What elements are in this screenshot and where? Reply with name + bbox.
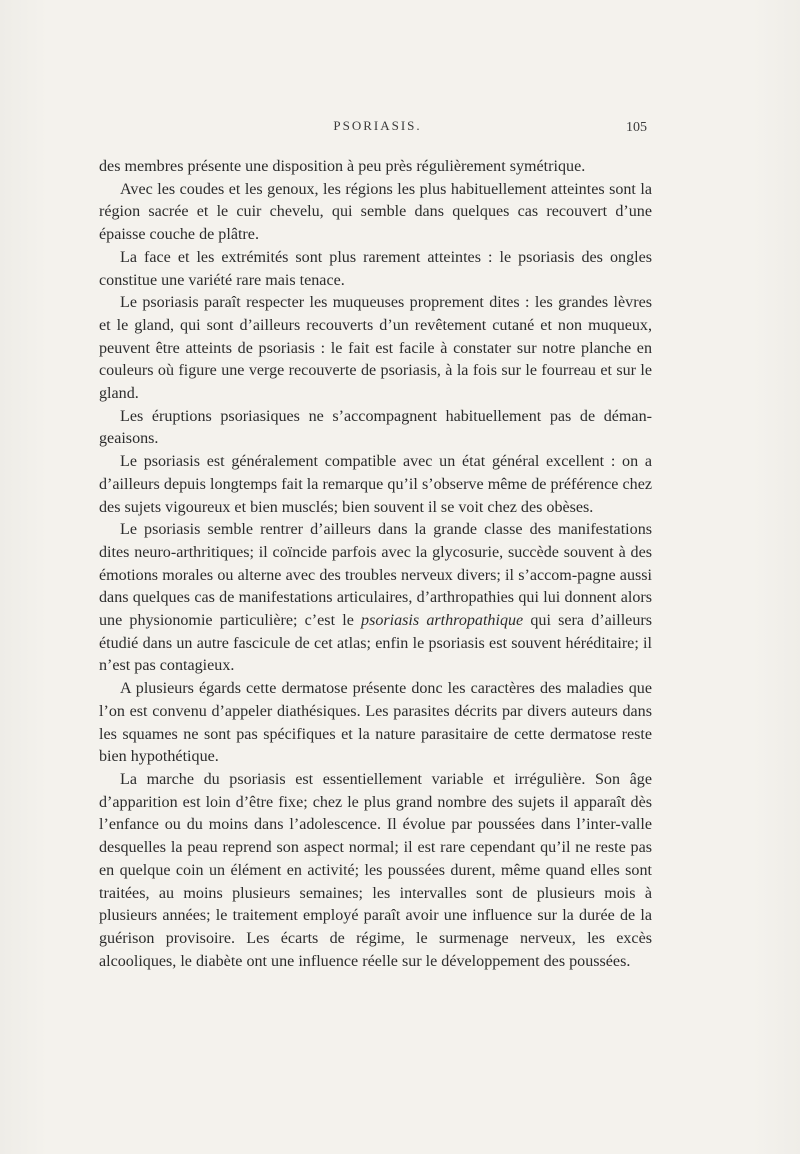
paragraph-face-extremities: La face et les extrémités sont plus rarement atteintes : le psoriasis des ongles constitue une variété rare mais tenace. (99, 248, 652, 289)
body-text (99, 156, 652, 973)
paragraph-mucous-membranes: Le psoriasis paraît respecter les muqueuses proprement dites : les grandes lèvres et le gland, qui sont d’ailleurs recouverts d’un revêtement cutané et non muqueux, peuvent être atteints de psoriasis : le fait est facile à constater sur notre planche en couleurs où figure une verge recouverte de psoriasis, à la fois sur le fourreau et sur le gland. (99, 294, 652, 403)
page-number: 105 (626, 120, 647, 135)
running-title: PSORIASIS. (333, 118, 422, 133)
paragraph-course-of-disease: La marche du psoriasis est essentiellement variable et irrégulière. Son âge d’apparition est loin d’être fixe; chez le plus grand nombre des sujets il apparaît dès l’enfance ou du moins dans l’adolescence. Il évolue par poussées dans l’inter-valle desquelles la peau reprend son aspect normal; il est rare cependant qu’il ne reste pas en quelque coin un élément en activité; les poussées durent, même quand elles sont traitées, au moins plusieurs semaines; les intervalles sont de plusieurs mois à plusieurs années; le traitement employé paraît avoir une influence sur la durée de la guérison provisoire. Les écarts de régime, le surmenage nerveux, les excès alcooliques, le diabète ont une influence réelle sur le développement des poussées. (99, 770, 652, 970)
italic-term-psoriasis-arthropathique: psoriasis arthropathique (361, 612, 524, 630)
paragraph-general-state: Le psoriasis est généralement compatible avec un état général excellent : on a d’ailleurs depuis longtemps fait la remarque qu’il s’observe même de préférence chez des sujets vigoureux et bien musclés; bien souvent il se voit chez des obèses. (99, 453, 652, 516)
paragraph-itching: Les éruptions psoriasiques ne s’accompagnent habituellement pas de déman-geaisons. (99, 407, 652, 448)
paragraph-diathesis: A plusieurs égards cette dermatose présente donc les caractères des maladies que l’on est convenu d’appeler diathésiques. Les parasites décrits par divers auteurs dans les squames ne sont pas spécifiques et la nature parasitaire de cette dermatose reste bien hypothétique. (99, 680, 652, 766)
paragraph-neuro-arthritic-before: Le psoriasis semble rentrer d’ailleurs dans la grande classe des manifestations dites neuro-arthritiques; il coïncide parfois avec la glycosurie, succède souvent à des émotions morales ou alterne avec des troubles nerveux divers; il s’accom-pagne aussi dans quelques cas de manifestations articulaires, d’arthropathies qui lui donnent alors une physionomie particulière; c’est le (99, 521, 652, 630)
paragraph-continuation: des membres présente une disposition à peu près régulièrement symétrique. (99, 158, 586, 175)
running-head (0, 118, 800, 140)
paragraph-neuro-arthritic-after: qui sera d’ailleurs étudié dans un autre fascicule de cet atlas; enfin le psoriasis est souvent héréditaire; il n’est pas contagieux. (99, 612, 652, 675)
paragraph-affected-regions: Avec les coudes et les genoux, les régions les plus habituellement atteintes sont la région sacrée et le cuir chevelu, qui semble dans quelques cas recouvert d’une épaisse couche de plâtre. (99, 180, 652, 244)
paragraph-neuro-arthritic (99, 519, 652, 678)
